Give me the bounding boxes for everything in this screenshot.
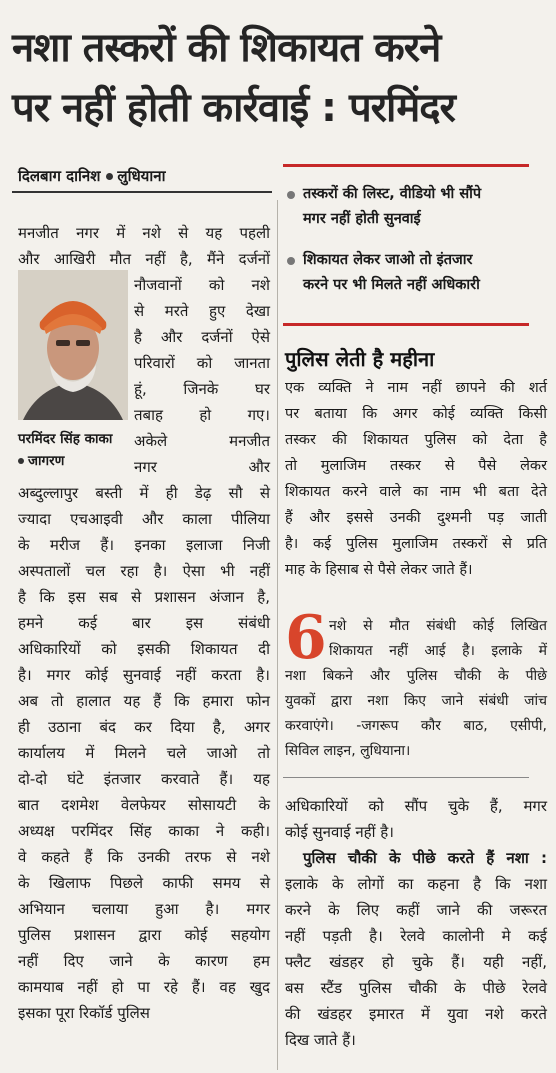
text-line: शिकायत करने वाले का नाम भी बता देते (285, 484, 547, 500)
text-line: वे कहते हैं कि उनकी तरफ से नशे (18, 848, 270, 866)
text-line: हूं, जिनके घर (134, 380, 270, 398)
text-line: तो मुलाजिम तस्कर से पैसे लेकर (285, 458, 547, 474)
text-line: अध्यक्ष परमिंदर सिंह काका ने कही। (18, 822, 270, 840)
bullet-item (285, 248, 547, 298)
text-line: और आखिरी मौत नहीं है, मैंने दर्जनों (18, 250, 270, 268)
headline (12, 18, 548, 138)
text-line: नशे से मौत संबंधी कोई लिखित (329, 618, 547, 634)
portrait-illustration (18, 270, 128, 420)
text-line: फ्लैट खंडहर हो चुके हैं। यही नहीं, (285, 953, 547, 971)
caption-credit: जागरण (28, 453, 65, 469)
text-line: अकेले मनजीत (134, 432, 270, 450)
bullet-dot-icon (287, 257, 295, 265)
text-line: युवकों द्वारा नशा किए जाने संबंधी जांच (285, 693, 547, 709)
portrait-photo (18, 270, 128, 420)
text-line: के खिलाफ पिछले काफी समय से (18, 874, 270, 892)
text-line: नहीं पड़ती है। रेलवे कालोनी मे कई (285, 927, 547, 945)
byline-rule (12, 191, 272, 193)
text-line: अब तो हालात यह हैं कि हमारा फोन (18, 692, 270, 710)
bullet-line: करने पर भी मिलते नहीं अधिकारी (303, 277, 480, 293)
bullet-dot-icon (287, 191, 295, 199)
headline-line-2: पर नहीं होती कार्रवाई : परमिंदर (12, 85, 455, 131)
headline-line-1: नशा तस्करों की शिकायत करने (12, 25, 441, 71)
text-line: नशा बिकने और पुलिस चौकी के पीछे (285, 668, 547, 684)
bullet-line: मगर नहीं होती सुनवाई (303, 211, 421, 227)
subheading: पुलिस लेती है महीना (285, 347, 435, 371)
byline-city: लुधियाना (117, 167, 166, 185)
byline (18, 166, 165, 186)
text-line: ही उठाना बंद कर दिया है, अगर (18, 718, 270, 736)
text-line: करवाएंगे। -जगरूप कौर बाठ, एसीपी, (285, 718, 547, 734)
text-line: एक व्यक्ति ने नाम नहीं छापने की शर्त (285, 380, 547, 396)
text-line: इलाके के लोगों का कहना है कि नशा (285, 875, 547, 893)
text-line: है। कई पुलिस मुलाजिम तस्करों से प्रति (285, 536, 547, 552)
red-rule-top (283, 164, 529, 167)
text-line: तस्कर की शिकायत पुलिस को देता है (285, 432, 547, 448)
right-mid-text (285, 375, 547, 583)
red-rule-mid (283, 323, 529, 326)
text-line: पुलिस प्रशासन द्वारा कोई सहयोग (18, 926, 270, 944)
text-line: बात दशमेश वेलफेयर सोसायटी के (18, 796, 270, 814)
photo-caption (18, 428, 112, 472)
text-line: पर बताया कि अगर कोई व्यक्ति किसी (285, 406, 547, 422)
text-line: कार्यालय में मिलने चले जाओ तो (18, 744, 270, 762)
caption-name: परमिंदर सिंह काका (18, 431, 113, 447)
text-line: ज्यादा एचआइवी और काला पीलिया (18, 510, 270, 528)
text-line: कामयाब नहीं हो पा रहे हैं। वह खुद (18, 978, 270, 996)
text-line: पुलिस चौकी के पीछे करते हैं नशा : (303, 849, 547, 867)
byline-author: दिलबाग दानिश (18, 167, 101, 185)
quote-mark-icon: 6 (285, 603, 327, 673)
text-line: की खंडहर इमारत में युवा नशे करते (285, 1005, 547, 1023)
quote-text (285, 614, 547, 764)
text-line: है और दर्जनों ऐसे (134, 328, 270, 346)
left-wrap-text (134, 272, 270, 480)
text-line: अधिकारियों को सौंप चुके हैं, मगर (285, 797, 547, 815)
text-line: नगर और (134, 458, 270, 476)
highlight-bullets (285, 182, 547, 314)
left-main-text (18, 480, 270, 1026)
text-line: तबाह हो गए। (134, 406, 270, 424)
text-line: अब्दुल्लापुर बस्ती में ही डेढ़ सौ से (18, 484, 270, 502)
text-line: दो-दो घंटे इंतजार करवाते हैं। यह (18, 770, 270, 788)
bullet-line: तस्करों की लिस्ट, वीडियो भी सौंपे (303, 186, 482, 202)
text-line: माह के हिसाब से पैसे लेकर जाते हैं। (285, 562, 473, 578)
text-line: अस्पतालों चल रहा है। ऐसा भी नहीं (18, 562, 270, 580)
bullet-item (285, 182, 547, 232)
text-line: कोई सुनवाई नहीं है। (285, 823, 394, 841)
bullet-line: शिकायत लेकर जाओ तो इंतजार (303, 252, 473, 268)
text-line: के मरीज हैं। इनका इलाजा निजी (18, 536, 270, 554)
bullet-dot-icon (18, 458, 24, 464)
cropped-top-edge (0, 0, 556, 10)
text-line: सिविल लाइन, लुधियाना। (285, 743, 411, 759)
text-line: है। मगर कोई सुनवाई नहीं करता है। (18, 666, 270, 684)
text-line: अभियान चलाया हुआ है। मगर (18, 900, 270, 918)
bullet-dot-icon (106, 173, 113, 180)
text-line: से मरते हुए देखा (134, 302, 270, 320)
left-intro (18, 220, 270, 272)
text-line: दिख जाते हैं। (285, 1031, 356, 1049)
text-line: अधिकारियों को इसकी शिकायत दी (18, 640, 270, 658)
text-line: हैं और इससे उनकी दुश्मनी पड़ जाती (285, 510, 547, 526)
text-line: नौजवानों को नशे (134, 276, 270, 294)
text-line: करने के लिए कहीं जाने की जरूरत (285, 901, 547, 919)
text-line: हमने कई बार इस संबंधी (18, 614, 270, 632)
text-line: नहीं दिए जाने के कारण हम (18, 952, 270, 970)
quote-rule (283, 777, 529, 778)
text-line: परिवारों को जानता (134, 354, 270, 372)
text-line: बस स्टैंड पुलिस चौकी के पीछे रेलवे (285, 979, 547, 997)
right-bottom-text (285, 793, 547, 1053)
text-line: है कि इस सब से प्रशासन अंजान है, (18, 588, 270, 606)
text-line: शिकायत नहीं आई है। इलाके में (329, 643, 547, 659)
text-line: इसका पूरा रिकॉर्ड पुलिस (18, 1004, 150, 1022)
text-line: मनजीत नगर में नशे से यह पहली (18, 224, 270, 242)
column-divider (277, 200, 278, 1070)
